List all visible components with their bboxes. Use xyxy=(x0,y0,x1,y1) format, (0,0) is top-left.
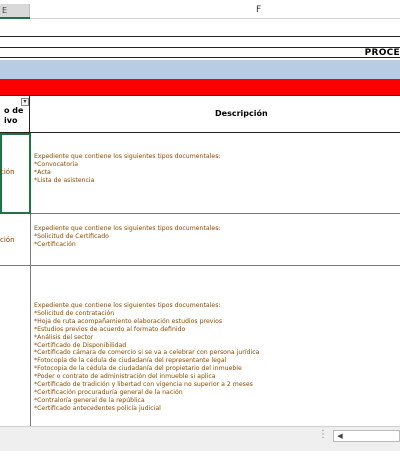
scroll-left-icon[interactable]: ◀ xyxy=(337,432,343,440)
description-line: *Análisis del sector xyxy=(34,333,94,341)
description-line: *Hoja de ruta acompañamiento elaboración estudios previos xyxy=(34,317,223,325)
split-handle-icon[interactable]: ⋮ xyxy=(318,429,328,440)
description-line: Expediente que contiene los siguientes tipos documentales: xyxy=(34,225,221,232)
blue-header-band[interactable] xyxy=(0,60,400,80)
description-line: Expediente que contiene los siguientes tipos documentales: xyxy=(34,302,221,309)
row-border xyxy=(0,36,400,37)
column-header-f[interactable]: F xyxy=(256,5,262,15)
red-header-band[interactable] xyxy=(0,79,400,96)
description-line: *Contraloría general de la república xyxy=(34,396,145,404)
column-e-selection-indicator xyxy=(0,17,30,19)
header-left-label-2: ivo xyxy=(4,116,18,125)
description-line: *Certificación xyxy=(34,240,76,248)
header-left-label-1: o de xyxy=(4,106,24,115)
row-2-left-text: ción xyxy=(0,236,15,244)
filter-dropdown-icon[interactable]: ▾ xyxy=(21,98,29,106)
column-header-e[interactable]: E xyxy=(0,4,30,18)
description-line: *Poder o contrato de administración del inmueble si aplica xyxy=(34,373,216,381)
row-border xyxy=(0,265,400,266)
description-line: *Certificado de Disponibilidad xyxy=(34,341,127,349)
description-line: *Certificado antecedentes policía judicial xyxy=(34,404,161,412)
description-line: *Solicitud de Certificado xyxy=(34,232,109,240)
row-1-description[interactable] xyxy=(34,153,221,185)
process-title: PROCE xyxy=(364,48,400,58)
row-3-description[interactable] xyxy=(34,302,259,413)
description-line: *Lista de asistencia xyxy=(34,176,95,184)
row-border xyxy=(0,213,400,214)
row-1-left-text: ción xyxy=(0,168,15,176)
description-line: *Estudios previos de acuerdo al formato definido xyxy=(34,325,186,333)
description-line: Expediente que contiene los siguientes tipos documentales: xyxy=(34,153,221,160)
description-line: *Certificado de tradición y libertad con vigencia no superior a 2 meses xyxy=(34,381,253,389)
process-title-row[interactable] xyxy=(0,47,400,58)
description-line: *Acta xyxy=(34,168,51,176)
row-2-description[interactable] xyxy=(34,225,221,249)
description-line: *Convocatoria xyxy=(34,160,79,168)
description-line: *Certificado cámara de comercio si se va a celebrar con persona jurídica xyxy=(34,349,260,357)
description-line: *Certificación procuraduría general de la nación xyxy=(34,388,183,396)
description-line: *Fotocopia de la cédula de ciudadanía del representante legal xyxy=(34,357,227,365)
column-header-bar xyxy=(0,0,400,19)
description-line: *Fotocopia de la cédula de ciudadanía del propietario del inmueble xyxy=(34,365,242,373)
table-header-row[interactable] xyxy=(0,96,400,133)
description-line: *Solicitud de contratación xyxy=(34,309,115,317)
description-header: Descripción xyxy=(215,109,268,118)
